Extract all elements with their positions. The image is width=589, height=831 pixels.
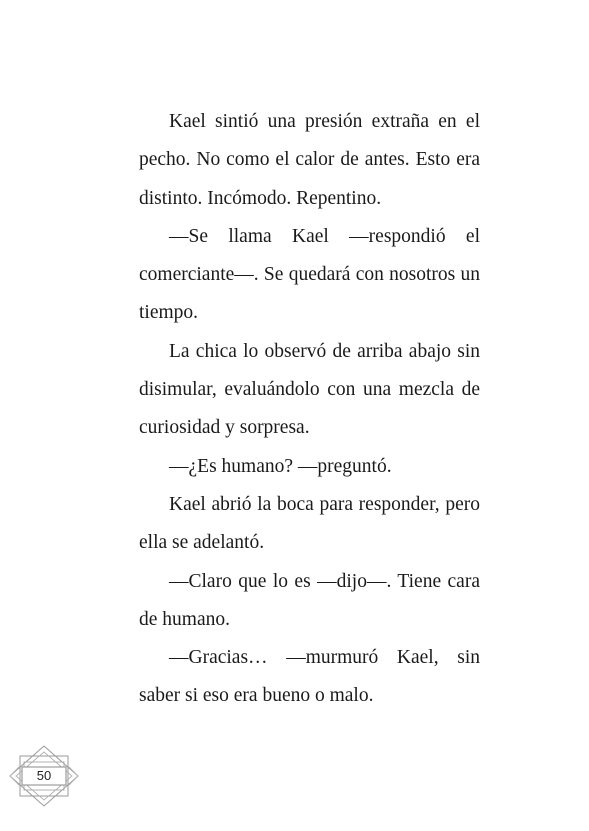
paragraph-1: Kael sintió una presión extraña en el pecho. No como el calor de antes. Esto era distinto. Incómodo. Repentino. (139, 111, 480, 209)
paragraph-2: —Se llama Kael —respondió el comerciante—. Se quedará con nosotros un tiempo. (139, 225, 480, 324)
page-number: 50 (36, 768, 52, 783)
paragraph-4: —¿Es humano? —preguntó. (169, 455, 392, 477)
paragraph-5: Kael abrió la boca para responder, pero ella se adelantó. (139, 493, 480, 554)
paragraph-7: —Gracias… —murmuró Kael, sin saber si eso era bueno o malo. (139, 647, 480, 707)
body-text (139, 103, 480, 716)
paragraph-6: —Claro que lo es —dijo—. Tiene cara de humano. (139, 570, 480, 630)
paragraph-3: La chica lo observó de arriba abajo sin disimular, evaluándolo con una mezcla de curiosidad y sorpresa. (139, 340, 480, 439)
